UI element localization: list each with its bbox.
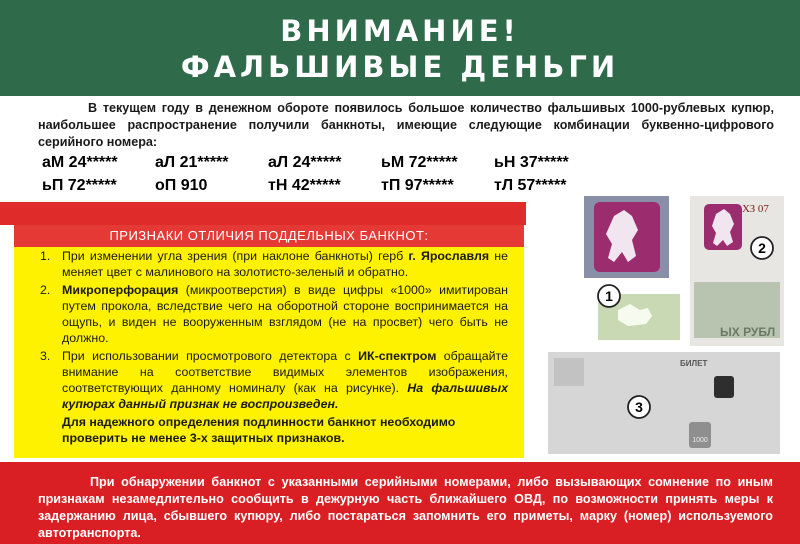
serial-list: [42, 153, 602, 196]
sign-number: 1.: [40, 249, 51, 263]
serial-number: ьМ 72*****: [381, 154, 458, 171]
serial-number: ьН 37*****: [494, 154, 569, 171]
serial-number: аЛ 21*****: [155, 154, 229, 171]
badge-3-label: 3: [635, 399, 643, 415]
intro-paragraph: В текущем году в денежном обороте появилось большое количество фальшивых 1000-рублевых купюр, наибольшее распространение получили банкноты, имеющие следующие комбинации буквенно-цифрового серийного номера:: [38, 101, 774, 149]
ir-coat-of-arms: [714, 376, 734, 398]
badge-1-label: 1: [605, 288, 613, 304]
signs-panel: [14, 247, 524, 458]
sign-emphasis: Микроперфорация: [62, 283, 179, 297]
signs-conclusion: Для надежного определения подлинности банкнот необходимо проверить не менее 3-х защитных признаков.: [62, 415, 456, 445]
sign-emphasis: г. Ярославля: [408, 249, 490, 263]
footer-notice: При обнаружении банкнот с указанными серийными номерами, либо вызывающих сомнение по иным признакам незамедлительно сообщить в дежурную часть ближайшего ОВД, по возможности принять меры к задержанию лица, сбывшего купюру, либо постараться запомнить его приметы, марку (номер) используемого автотранспорта.: [38, 475, 773, 540]
serial-number: аЛ 24*****: [268, 154, 342, 171]
title-line-1: ВНИМАНИЕ!: [280, 14, 520, 48]
sign-text: обращайте внимание на соответствие видимых элементов изображения, соответствующих данному номиналу (как на рисунке).: [62, 349, 508, 395]
sign-text: не меняет цвет с малинового на золотисто-зеленый и обратно.: [62, 249, 508, 279]
sign-warning: На фальшивых купюрах данный признак не воспроизведен.: [62, 381, 508, 411]
serial-number: тП 97*****: [381, 177, 454, 194]
serial-number: аМ 24*****: [42, 154, 118, 171]
sign-item-2: [36, 282, 508, 346]
red-band: [0, 202, 526, 225]
sign-text: (микроотверстия) в виде цифры «1000» имитирован путем прокола, вследствие чего на оборотной стороне воспринимается на ощупь, и виден не вооруженным взглядом (не на просвет) чего быть не должно.: [62, 283, 508, 345]
sign-emphasis: ИК-спектром: [358, 349, 437, 363]
sign-number: 3.: [40, 349, 51, 363]
ir-note-label: БИЛЕТ: [680, 359, 708, 368]
sign-item-3: [36, 348, 508, 412]
sign-text: При изменении угла зрения (при наклоне банкноты) герб: [62, 249, 409, 263]
badge-2-label: 2: [758, 240, 766, 256]
banknote-illustration-svg: [544, 186, 784, 456]
serial-number: тЛ 57*****: [494, 177, 567, 194]
banknote-fragment-text: ЫХ РУБЛ: [720, 325, 776, 339]
header-banner: [0, 0, 800, 96]
serial-number: оП 910: [155, 177, 208, 194]
sign-text: При использовании просмотрового детектора с: [62, 349, 359, 363]
ir-watermark: [689, 422, 711, 448]
ir-corner-mark: [554, 358, 584, 386]
serial-number: ьП 72*****: [42, 177, 117, 194]
sign-item-1: [36, 248, 508, 280]
serial-fragment: ХЗ 07: [742, 203, 769, 215]
banknote-illustration: [544, 186, 784, 456]
serial-number: тН 42*****: [268, 177, 341, 194]
sign-number: 2.: [40, 283, 51, 297]
title-line-2: ФАЛЬШИВЫЕ ДЕНЬГИ: [180, 50, 620, 84]
signs-heading: ПРИЗНАКИ ОТЛИЧИЯ ПОДДЕЛЬНЫХ БАНКНОТ:: [14, 225, 524, 247]
ir-watermark-number: 1000: [692, 437, 708, 444]
